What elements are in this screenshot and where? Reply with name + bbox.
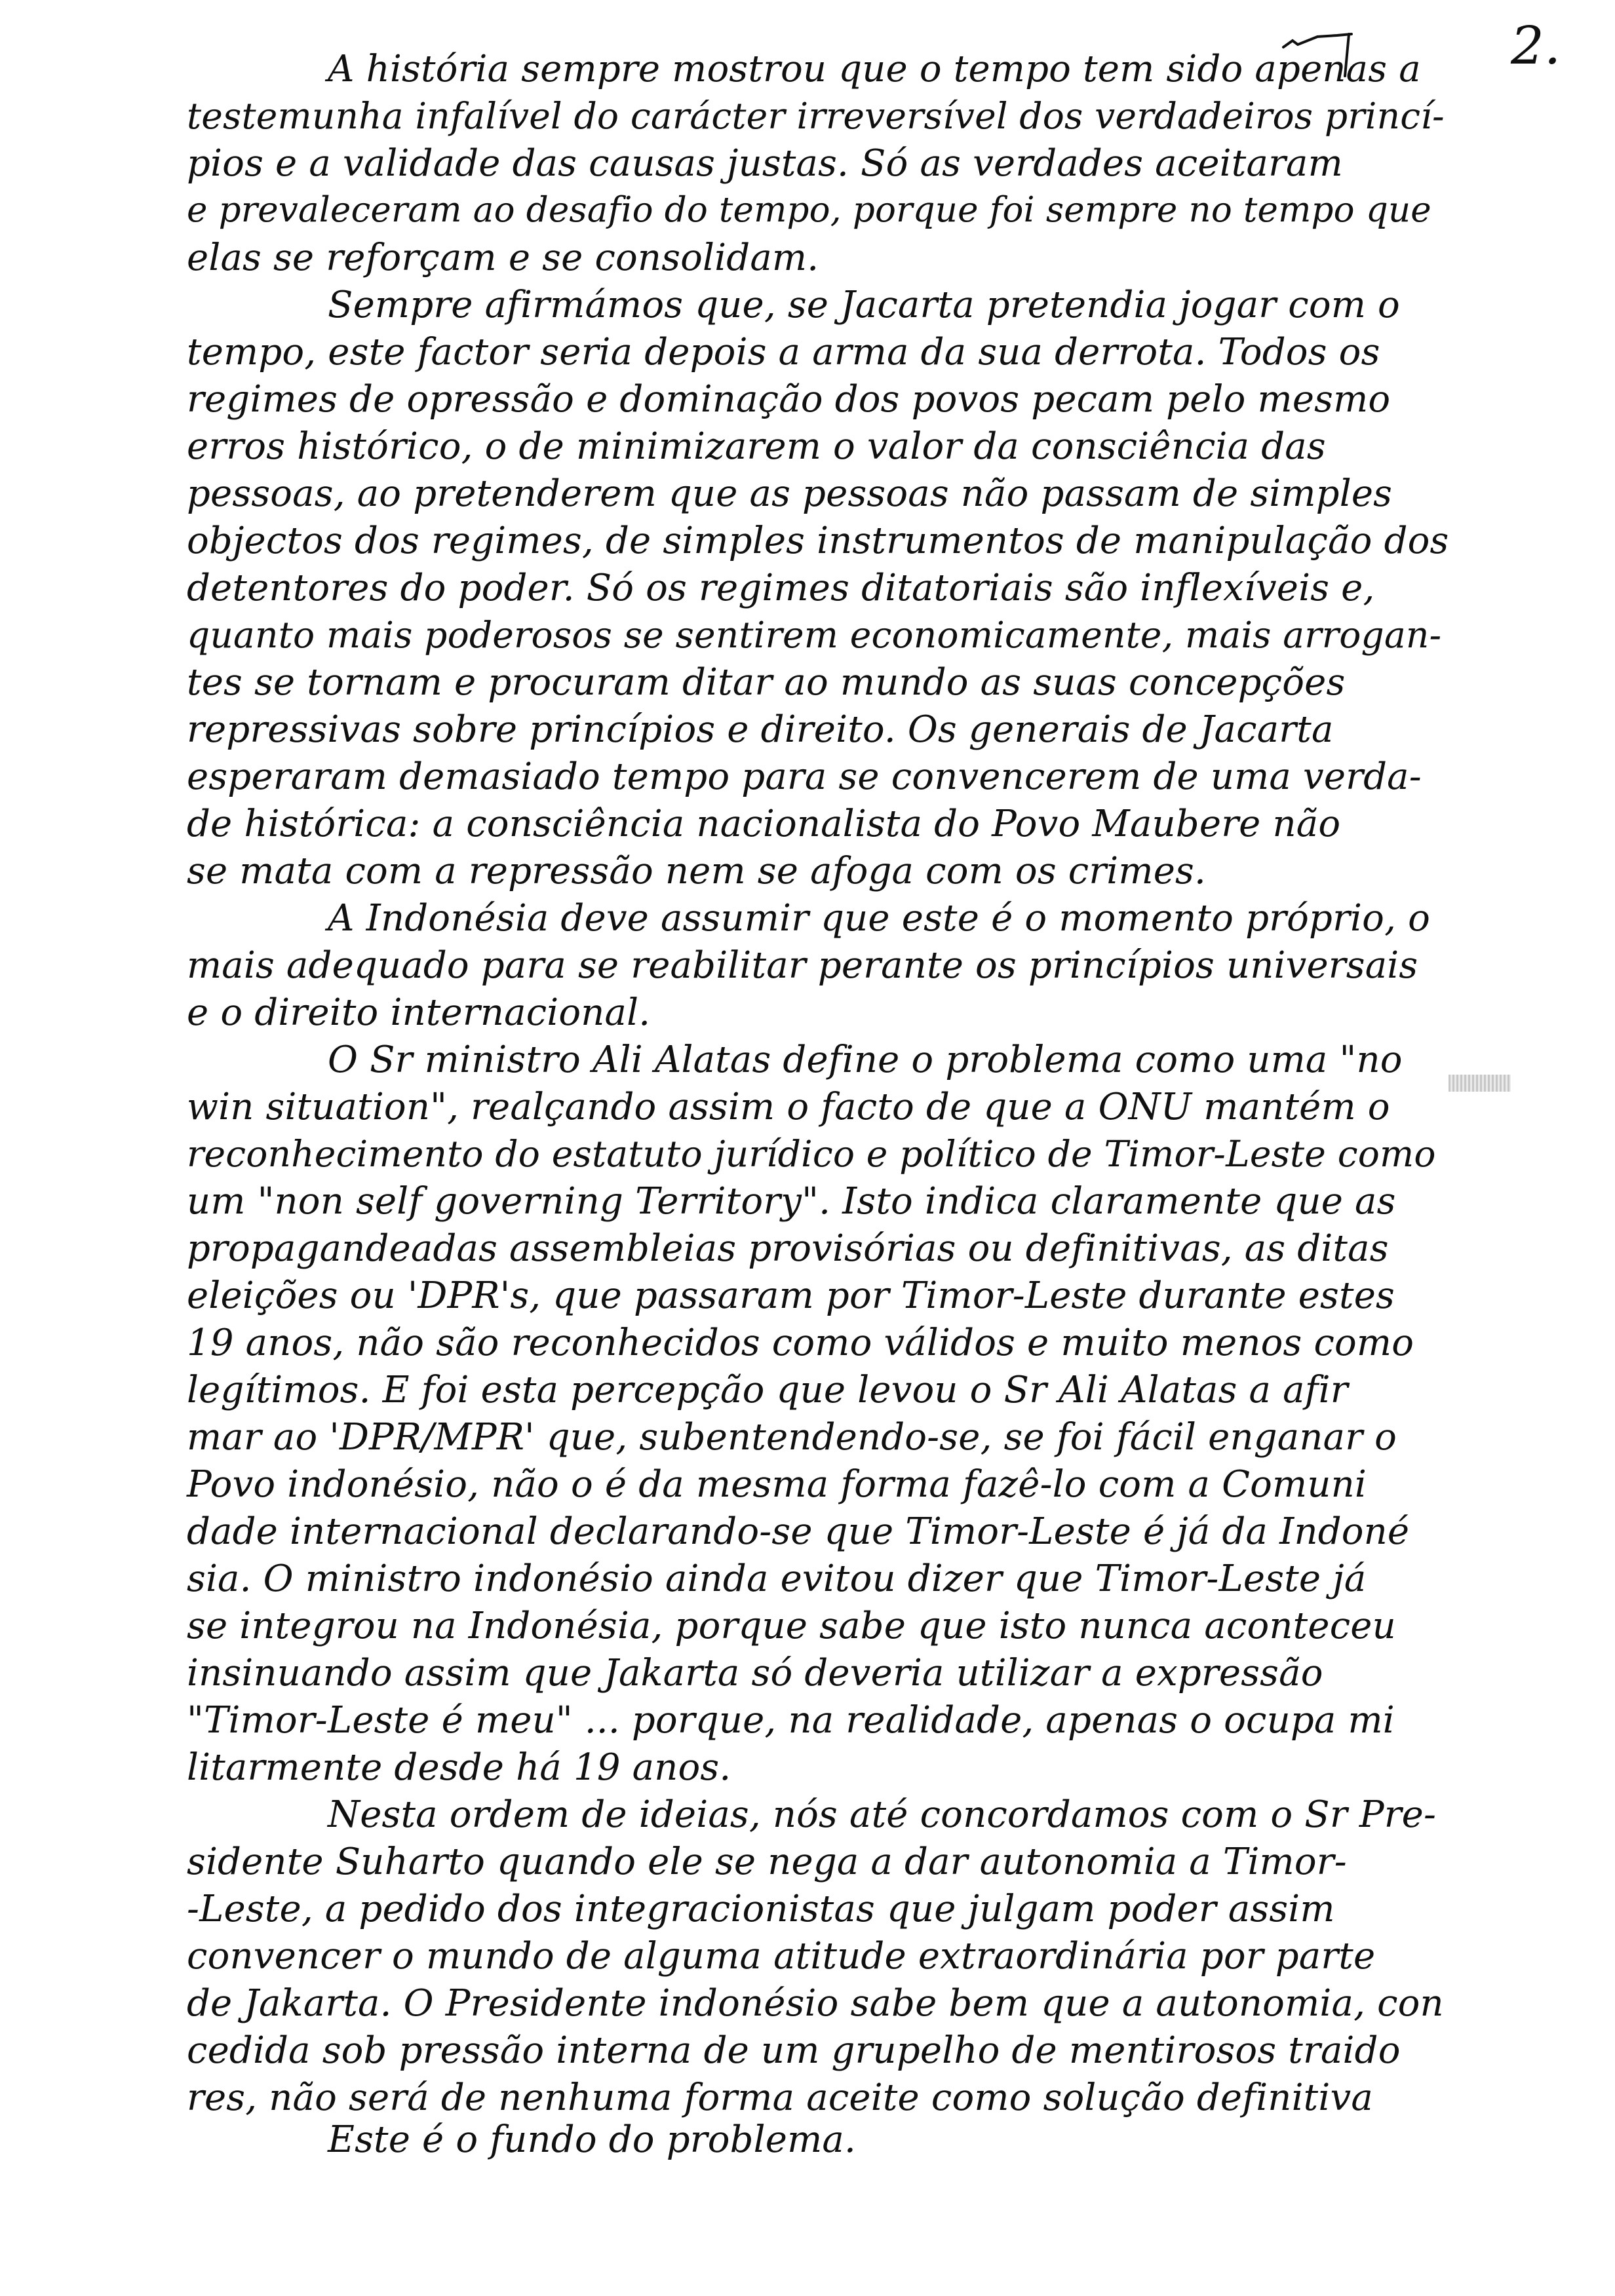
text-line: objectos dos regimes, de simples instrumentos de manipulação dos bbox=[187, 520, 1449, 562]
text-line: convencer o mundo de alguma atitude extraordinária por parte bbox=[187, 1935, 1376, 1978]
text-line: um "non self governing Territory". Isto indica claramente que as bbox=[187, 1180, 1396, 1223]
text-line: esperaram demasiado tempo para se convencerem de uma verda- bbox=[187, 756, 1422, 798]
text-line: cedida sob pressão interna de um grupelho de mentirosos traido bbox=[187, 2029, 1401, 2072]
text-line: Este é o fundo do problema. bbox=[328, 2118, 857, 2161]
text-line: regimes de opressão e dominação dos povos pecam pelo mesmo bbox=[187, 378, 1391, 421]
text-line: A história sempre mostrou que o tempo tem sido apenas a bbox=[328, 48, 1421, 90]
text-line: reconhecimento do estatuto jurídico e político de Timor-Leste como bbox=[187, 1133, 1436, 1175]
text-line: Nesta ordem de ideias, nós até concordamos com o Sr Pre- bbox=[328, 1793, 1437, 1836]
text-line: legítimos. E foi esta percepção que levou o Sr Ali Alatas a afir bbox=[187, 1369, 1348, 1411]
text-line: sia. O ministro indonésio ainda evitou dizer que Timor-Leste já bbox=[187, 1558, 1367, 1600]
text-line: quanto mais poderosos se sentirem economicamente, mais arrogan- bbox=[187, 614, 1442, 656]
text-line: Povo indonésio, não o é da mesma forma fazê-lo com a Comuni bbox=[187, 1463, 1367, 1506]
text-line: propagandeadas assembleias provisórias ou definitivas, as ditas bbox=[187, 1227, 1389, 1270]
text-line: litarmente desde há 19 anos. bbox=[187, 1746, 731, 1789]
text-line: insinuando assim que Jakarta só deveria utilizar a expressão bbox=[187, 1652, 1323, 1694]
text-line: mar ao 'DPR/MPR' que, subentendendo-se, se foi fácil enganar o bbox=[187, 1416, 1397, 1459]
text-line: tempo, este factor seria depois a arma da sua derrota. Todos os bbox=[187, 331, 1380, 373]
text-line: pios e a validade das causas justas. Só as verdades aceitaram bbox=[187, 142, 1343, 185]
text-line: eleições ou 'DPR's, que passaram por Timor-Leste durante estes bbox=[187, 1274, 1395, 1317]
text-line: -Leste, a pedido dos integracionistas que julgam poder assim bbox=[187, 1888, 1335, 1930]
text-line: detentores do poder. Só os regimes ditatoriais são inflexíveis e, bbox=[187, 567, 1375, 609]
text-line: se mata com a repressão nem se afoga com os crimes. bbox=[187, 850, 1206, 892]
text-line: mais adequado para se reabilitar perante os princípios universais bbox=[187, 944, 1418, 987]
text-line: win situation", realçando assim o facto de que a ONU mantém o bbox=[187, 1086, 1390, 1128]
text-line: res, não será de nenhuma forma aceite como solução definitiva bbox=[187, 2076, 1373, 2119]
text-line: de histórica: a consciência nacionalista do Povo Maubere não bbox=[187, 803, 1341, 845]
text-line: pessoas, ao pretenderem que as pessoas não passam de simples bbox=[187, 472, 1393, 515]
text-line: repressivas sobre princípios e direito. Os generais de Jacarta bbox=[187, 708, 1334, 751]
text-line: Sempre afirmámos que, se Jacarta pretendia jogar com o bbox=[328, 284, 1400, 326]
text-line: O Sr ministro Ali Alatas define o problema como uma "no bbox=[328, 1039, 1403, 1081]
text-line: sidente Suharto quando ele se nega a dar autonomia a Timor- bbox=[187, 1841, 1347, 1883]
text-line: erros histórico, o de minimizarem o valor da consciência das bbox=[187, 425, 1326, 468]
text-line: dade internacional declarando-se que Timor-Leste é já da Indoné bbox=[187, 1510, 1410, 1553]
text-line: e o direito internacional. bbox=[187, 991, 651, 1034]
text-line: A Indonésia deve assumir que este é o momento próprio, o bbox=[328, 897, 1430, 940]
text-line: elas se reforçam e se consolidam. bbox=[187, 237, 819, 279]
text-line: tes se tornam e procuram ditar ao mundo as suas concepções bbox=[187, 661, 1346, 704]
text-line: 19 anos, não são reconhecidos como válidos e muito menos como bbox=[187, 1322, 1414, 1364]
text-line: "Timor-Leste é meu" ... porque, na realidade, apenas o ocupa mi bbox=[187, 1699, 1395, 1742]
text-line: testemunha infalível do carácter irreversível dos verdadeiros princí- bbox=[187, 95, 1445, 137]
text-line: de Jakarta. O Presidente indonésio sabe bem que a autonomia, con bbox=[187, 1982, 1444, 2025]
margin-smudge bbox=[1449, 1075, 1511, 1092]
page-number: 2. bbox=[1511, 15, 1561, 76]
text-line: se integrou na Indonésia, porque sabe que isto nunca aconteceu bbox=[187, 1605, 1396, 1647]
text-line: e prevaleceram ao desafio do tempo, porque foi sempre no tempo que bbox=[187, 190, 1431, 230]
